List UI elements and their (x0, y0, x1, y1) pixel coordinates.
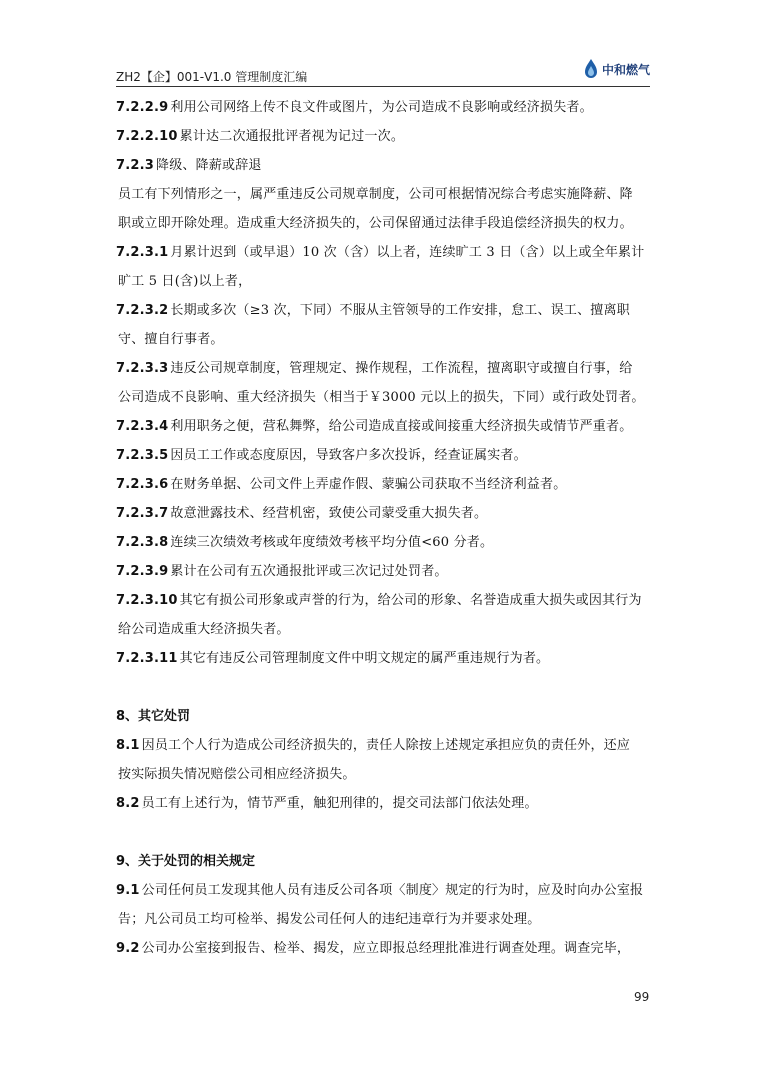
clause-number: 7.2.3 (116, 158, 155, 173)
clause-text: 连续三次绩效考核或年度绩效考核平均分值<60 分者。 (170, 535, 494, 550)
text-line (116, 156, 650, 185)
clause-number: 7.2.3.1 (116, 245, 169, 260)
clause-text: 利用公司网络上传不良文件或图片，为公司造成不良影响或经济损失者。 (170, 100, 593, 115)
header-divider (116, 86, 650, 87)
text-line (116, 446, 650, 475)
flame-drop-icon (583, 58, 599, 80)
clause-number: 7.2.3.2 (116, 303, 169, 318)
text-line (116, 620, 650, 649)
text-line (116, 243, 650, 272)
clause-number: 7.2.3.4 (116, 419, 169, 434)
clause-text: 累计达二次通报批评者视为记过一次。 (179, 129, 405, 144)
text-line (116, 301, 650, 330)
clause-text: 利用职务之便，营私舞弊，给公司造成直接或间接重大经济损失或情节严重者。 (170, 419, 633, 434)
clause-number: 7.2.3.11 (116, 651, 178, 666)
clause-text: 在财务单据、公司文件上弄虚作假、蒙骗公司获取不当经济利益者。 (170, 477, 567, 492)
clause-list-7-2 (116, 98, 650, 678)
text-line (116, 417, 650, 446)
clause-text: 职或立即开除处理。造成重大经济损失的，公司保留通过法律手段追偿经济损失的权力。 (118, 216, 633, 231)
clause-text: 其它有违反公司管理制度文件中明文规定的属严重违规行为者。 (179, 651, 550, 666)
clause-text: 按实际损失情况赔偿公司相应经济损失。 (118, 767, 356, 782)
section-8 (116, 706, 650, 823)
clause-text: 长期或多次（≥3 次，下同）不服从主管领导的工作安排，怠工、误工、擅离职 (170, 303, 630, 318)
clause-text: 公司任何员工发现其他人员有违反公司各项〈制度〉规定的行为时，应及时向办公室报 (141, 883, 644, 898)
clause-text: 降级、降薪或辞退 (156, 158, 262, 173)
logo-text: 中和燃气 (601, 62, 650, 77)
text-line (116, 562, 650, 591)
clause-number: 7.2.3.3 (116, 361, 169, 376)
page-number: 99 (634, 990, 650, 1004)
clause-text: 公司办公室接到报告、检举、揭发，应立即报总经理批准进行调查处理。调查完毕， (141, 941, 631, 956)
clause-number: 7.2.3.8 (116, 535, 169, 550)
clause-text: 员工有上述行为，情节严重，触犯刑律的，提交司法部门依法处理。 (141, 796, 538, 811)
section-spacer (116, 823, 650, 851)
clause-number: 8.1 (116, 738, 140, 753)
text-line (116, 272, 650, 301)
text-line (116, 939, 650, 968)
clause-text: 告；凡公司员工均可检举、揭发公司任何人的违纪违章行为并要求处理。 (118, 912, 541, 927)
clause-text: 其它有损公司形象或声誉的行为，给公司的形象、名誉造成重大损失或因其行为 (179, 593, 642, 608)
clause-text: 因员工个人行为造成公司经济损失的，责任人除按上述规定承担应负的责任外，还应 (141, 738, 631, 753)
clause-text: 公司造成不良影响、重大经济损失（相当于￥3000 元以上的损失，下同）或行政处罚者。 (118, 390, 645, 405)
clause-text: 旷工 5 日(含)以上者， (118, 274, 252, 289)
text-line (116, 736, 650, 765)
text-line (116, 910, 650, 939)
clause-text: 给公司造成重大经济损失者。 (118, 622, 290, 637)
text-line (116, 794, 650, 823)
document-title: ZH2【企】001-V1.0 管理制度汇编 (116, 70, 308, 84)
text-line (116, 881, 650, 910)
clause-number: 7.2.3.7 (116, 506, 169, 521)
clause-text: 累计在公司有五次通报批评或三次记过处罚者。 (170, 564, 448, 579)
text-line (116, 127, 650, 156)
clause-number: 8.2 (116, 796, 140, 811)
text-line (116, 214, 650, 243)
clause-number: 7.2.3.9 (116, 564, 169, 579)
page-header (116, 56, 650, 86)
text-line (116, 765, 650, 794)
text-line (116, 185, 650, 214)
clause-text: 守、擅自行事者。 (118, 332, 224, 347)
text-line (116, 359, 650, 388)
text-line (116, 330, 650, 359)
clause-text: 月累计迟到（或早退）10 次（含）以上者，连续旷工 3 日（含）以上或全年累计 (170, 245, 645, 260)
clause-number: 7.2.2.9 (116, 100, 169, 115)
text-line (116, 591, 650, 620)
company-logo (583, 58, 650, 80)
section-spacer (116, 678, 650, 706)
text-line (116, 649, 650, 678)
clause-text: 故意泄露技术、经营机密，致使公司蒙受重大损失者。 (170, 506, 488, 521)
clause-text: 违反公司规章制度，管理规定、操作规程，工作流程，擅离职守或擅自行事，给 (170, 361, 633, 376)
clause-number: 7.2.3.10 (116, 593, 178, 608)
clause-number: 7.2.2.10 (116, 129, 178, 144)
clause-number: 9.1 (116, 883, 140, 898)
clause-number: 7.2.3.5 (116, 448, 169, 463)
section-9 (116, 851, 650, 968)
text-line (116, 388, 650, 417)
section-heading: 9、关于处罚的相关规定 (116, 854, 256, 869)
text-line (116, 98, 650, 127)
clause-number: 7.2.3.6 (116, 477, 169, 492)
section-heading: 8、其它处罚 (116, 709, 191, 724)
text-line (116, 475, 650, 504)
clause-text: 因员工工作或态度原因，导致客户多次投诉，经查证属实者。 (170, 448, 527, 463)
clause-number: 9.2 (116, 941, 140, 956)
document-body (116, 98, 650, 968)
text-line (116, 504, 650, 533)
text-line (116, 533, 650, 562)
clause-text: 员工有下列情形之一，属严重违反公司规章制度，公司可根据情况综合考虑实施降薪、降 (118, 187, 633, 202)
